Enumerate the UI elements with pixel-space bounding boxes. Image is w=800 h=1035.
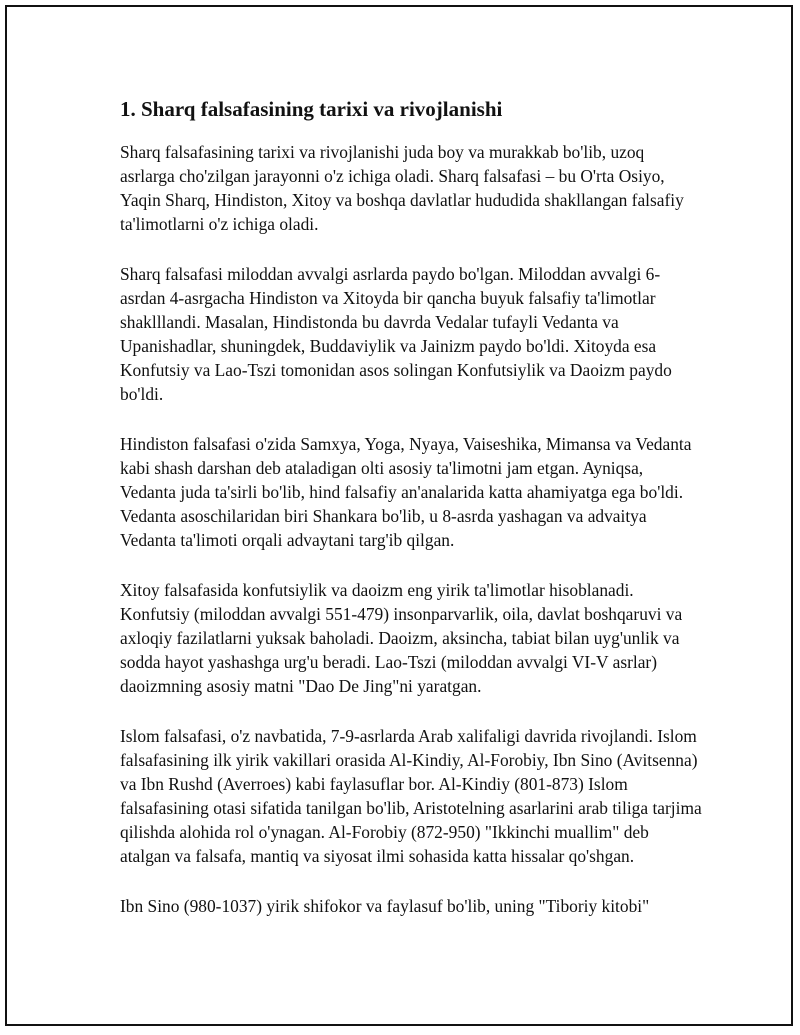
- document-page: [5, 5, 793, 1026]
- paragraph-3: Hindiston falsafasi o'zida Samxya, Yoga, Nyaya, Vaiseshika, Mimansa va Vedanta kabi shash darshan deb ataladigan olti asosiy ta'limotni jam etgan. Ayniqsa, Vedanta juda ta'sirli bo'lib, hind falsafiy an'analarida katta ahamiyatga ega bo'ldi. Vedanta asoschilaridan biri Shankara bo'lib, u 8-asrda yashagan va advaitya Vedanta ta'limoti orqali advaytani targ'ib qilgan.: [120, 434, 692, 550]
- section-title: 1. Sharq falsafasining tarixi va rivojlanishi: [120, 97, 503, 121]
- paragraph-1: Sharq falsafasining tarixi va rivojlanishi juda boy va murakkab bo'lib, uzoq asrlarga cho'zilgan jarayonni o'z ichiga oladi. Sharq falsafasi – bu O'rta Osiyo, Yaqin Sharq, Hindiston, Xitoy va boshqa davlatlar hududida shakllangan falsafiy ta'limotlarni o'z ichiga oladi.: [120, 142, 684, 234]
- document-body: [120, 95, 702, 944]
- paragraph-6: Ibn Sino (980-1037) yirik shifokor va faylasuf bo'lib, uning "Tiboriy kitobi": [120, 896, 650, 916]
- paragraph-2: Sharq falsafasi miloddan avvalgi asrlarda paydo bo'lgan. Miloddan avvalgi 6-asrdan 4-asrgacha Hindiston va Xitoyda bir qancha buyuk falsafiy ta'limotlar shaklllandi. Masalan, Hindistonda bu davrda Vedalar tufayli Vedanta va Upanishadlar, shuningdek, Buddaviylik va Jainizm paydo bo'ldi. Xitoyda esa Konfutsiy va Lao-Tszi tomonidan asos solingan Konfutsiylik va Daoizm paydo bo'ldi.: [120, 264, 672, 404]
- paragraph-5: Islom falsafasi, o'z navbatida, 7-9-asrlarda Arab xalifaligi davrida rivojlandi. Islom falsafasining ilk yirik vakillari orasida Al-Kindiy, Al-Forobiy, Ibn Sino (Avitsenna) va Ibn Rushd (Averroes) kabi faylasuflar bor. Al-Kindiy (801-873) Islom falsafasining otasi sifatida tanilgan bo'lib, Aristotelning asarlarini arab tiliga tarjima qilishda alohida rol o'ynagan. Al-Forobiy (872-950) "Ikkinchi muallim" deb atalgan va falsafa, mantiq va siyosat ilmi sohasida katta hissalar qo'shgan.: [120, 726, 702, 866]
- paragraph-4: Xitoy falsafasida konfutsiylik va daoizm eng yirik ta'limotlar hisoblanadi. Konfutsiy (miloddan avvalgi 551-479) insonparvarlik, oila, davlat boshqaruvi va axloqiy fazilatlarni yuksak baholadi. Daoizm, aksincha, tabiat bilan uyg'unlik va sodda hayot yashashga urg'u beradi. Lao-Tszi (miloddan avvalgi VI-V asrlar) daoizmning asosiy matni "Dao De Jing"ni yaratgan.: [120, 580, 683, 696]
